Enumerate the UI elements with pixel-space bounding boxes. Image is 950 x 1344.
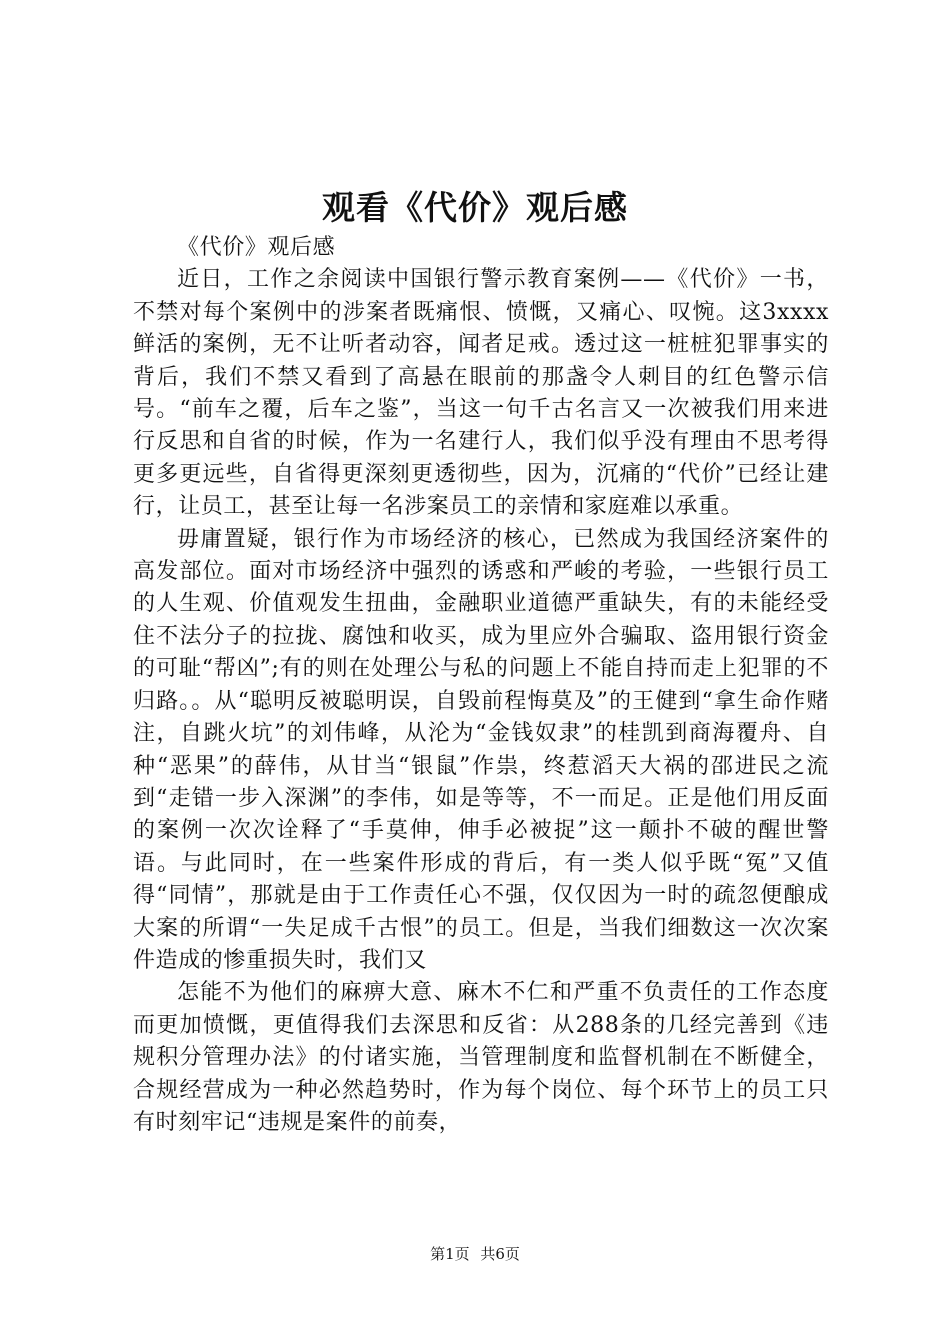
page-number: 第1页 [430, 1245, 470, 1263]
paragraph-subtitle: 《代价》观后感 [177, 235, 336, 260]
page-total: 共6页 [480, 1245, 520, 1263]
paragraph: 毋庸置疑，银行作为市场经济的核心，已然成为我国经济案件的高发部位。面对市场经济中强烈的诱惑和严峻的考验，一些银行员工的人生观、价值观发生扭曲，金融职业道德严重缺失，有的未能经受住不法分子的拉拢、腐蚀和收买，成为里应外合骗取、盗用银行资金的可耻“帮凶”;有的则在处理公与私的问题上不能自持而走上犯罪的不归路。。从“聪明反被聪明误，自毁前程悔莫及”的王健到“拿生命作赌注，自跳火坑”的刘伟峰，从沦为“金钱奴隶”的桂凯到商海覆舟、自种“恶果”的薛伟，从甘当“银鼠”作祟，终惹滔天大祸的邵进民之流到“走错一步入深渊”的李伟，如是等等，不一而足。正是他们用反面的案例一次次诠释了“手莫伸，伸手必被捉”这一颠扑不破的醒世警语。与此同时，在一些案件形成的背后，有一类人似乎既“冤”又值得“同情”，那就是由于工作责任心不强，仅仅因为一时的疏忽便酿成大案的所谓“一失足成千古恨”的员工。但是，当我们细数这一次次案件造成的惨重损失时，我们又 [133, 526, 829, 973]
page-footer [0, 1244, 950, 1264]
paragraph: 近日，工作之余阅读中国银行警示教育案例——《代价》一书，不禁对每个案例中的涉案者既痛恨、愤慨，又痛心、叹惋。这3xxxx鲜活的案例，无不让听者动容，闻者足戒。透过这一桩桩犯罪事实的背后，我们不禁又看到了高悬在眼前的那盏令人刺目的红色警示信号。“前车之覆，后车之鉴”，当这一句千古名言又一次被我们用来进行反思和自省的时候，作为一名建行人，我们似乎没有理由不思考得更多更远些，自省得更深刻更透彻些，因为，沉痛的“代价”已经让建行，让员工，甚至让每一名涉案员工的亲情和家庭难以承重。 [133, 267, 829, 520]
paragraph: 怎能不为他们的麻痹大意、麻木不仁和严重不负责任的工作态度而更加愤慨，更值得我们去深思和反省：从288条的几经完善到《违规积分管理办法》的付诸实施，当管理制度和监督机制在不断健全，合规经营成为一种必然趋势时，作为每个岗位、每个环节上的员工只有时刻牢记“违规是案件的前奏， [133, 980, 829, 1135]
document-body [133, 232, 829, 1139]
document-title: 观看《代价》观后感 [322, 188, 628, 227]
